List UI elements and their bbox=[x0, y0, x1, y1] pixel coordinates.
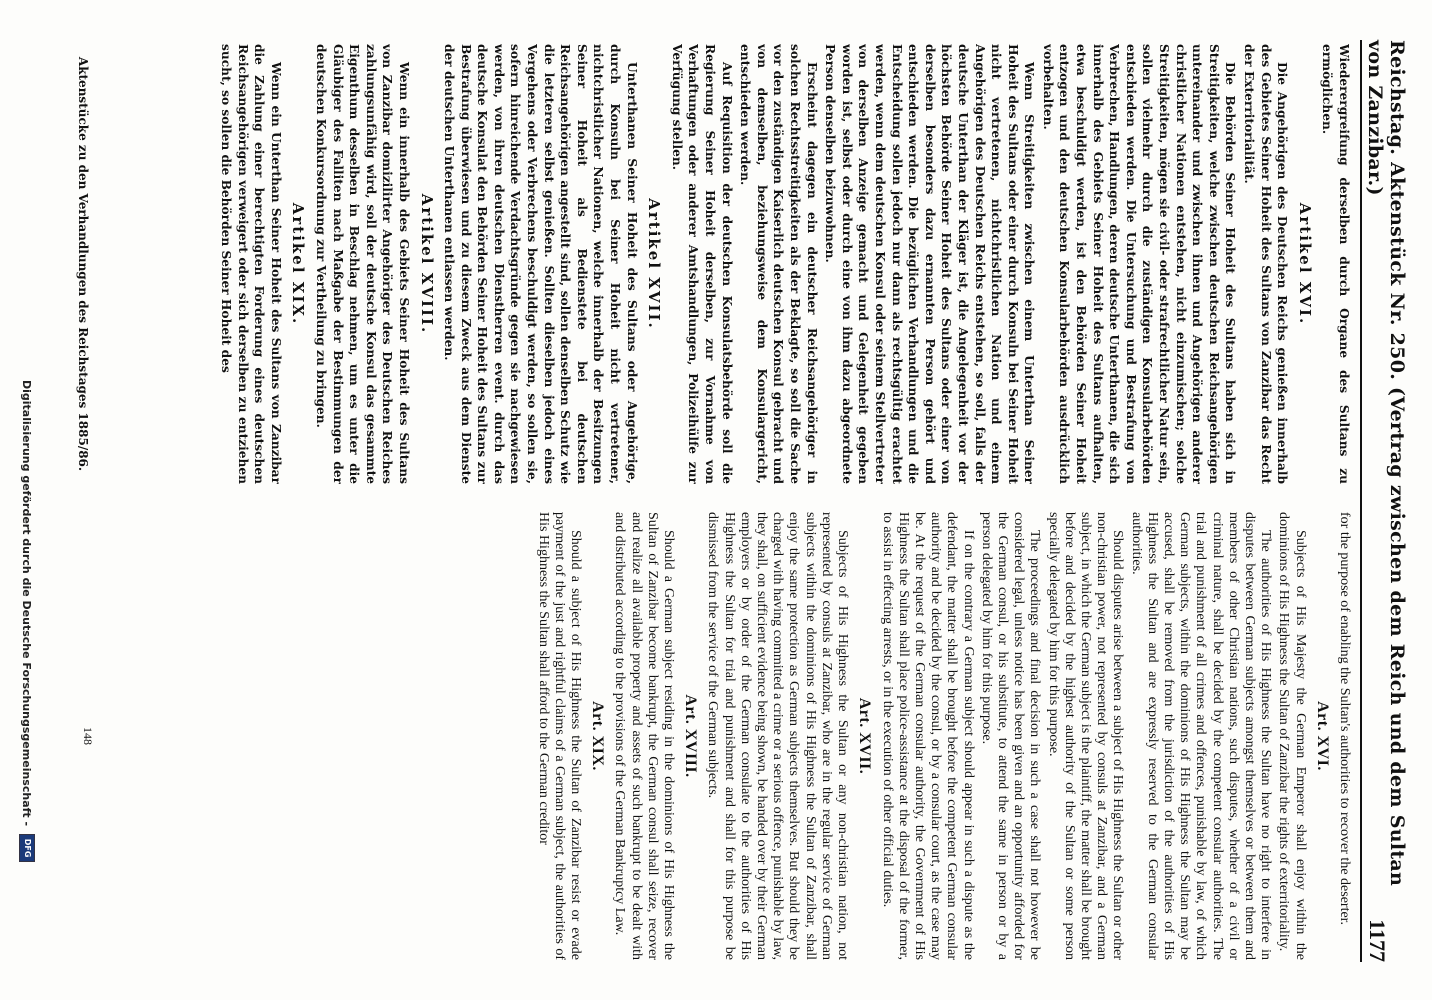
digitization-stamp bbox=[16, 380, 38, 1000]
english-art16-p4: The proceedings and final decision in such a case shall not however be considered legal, unless notice has been given and an opportunity afforded for the German consul, or his substitute, to attend the same in person or by a person delegated by him for this purpose. bbox=[978, 512, 1043, 960]
english-art19-heading: Art. XIX. bbox=[589, 701, 607, 771]
english-art18-p1: Should a German subject residing in the dominions of His Highness the Sultan of Zanzibar become bankrupt, the German consul shall seize, recover and realize all available property and assets of such bankrupt to be dealt with and distributed according to the provisions of the German Bankruptcy Law. bbox=[612, 512, 677, 960]
german-column bbox=[90, 44, 1352, 484]
english-art17-heading: Art. XVII. bbox=[856, 697, 874, 775]
page-number: 1177 bbox=[1365, 919, 1390, 962]
page-header bbox=[1360, 40, 1408, 962]
dfg-logo-icon: DFG bbox=[19, 834, 35, 862]
german-footer: Aktenstücke zu den Verhandlungen des Reichstages 1885/86. bbox=[76, 56, 90, 472]
header-title: Reichstag. Aktenstück Nr. 250. (Vertrag zwischen dem Reich und dem Sultan von Zanzibar.) bbox=[1364, 40, 1408, 887]
english-intro: for the purpose of enabling the Sultan's authorities to recover the deserter. bbox=[1337, 512, 1352, 926]
english-column bbox=[90, 512, 1352, 960]
stamp-text: Digitalisierung gefördert durch die Deutsche Forschungsgemeinschaft - bbox=[20, 380, 34, 827]
german-art16-p2: Die Behörden Seiner Hoheit des Sultans haben sich in Streitigkeiten, welche zwischen deutschen Reichsangehörigen untereinander und zwischen ihnen und Angehörigen anderer christlicher Nationen entstehen, nicht einzumischen; solche Streitigkeiten, mögen sie civil- oder strafrechtlicher Natur sein, sollen vielmehr durch die zuständigen Konsularbehörden entschieden werden. Die Untersuchung und Bestrafung von Verbrechen, Handlungen, deren deutsche Unterthanen, die sich innerhalb des Gebiets Seiner Hoheit des Sultans aufhalten, etwa beschuldigt werden, ist den Behörden Seiner Hoheit entzogen und den deutschen Konsularbehörden ausdrücklich vorbehalten. bbox=[1040, 44, 1238, 484]
english-art19-p1: Should a subject of His Highness the Sultan of Zanzibar resist or evade payment of the just and rightful claims of a German subject, the authorities of His Highness the Sultan shall afford to the German creditor bbox=[535, 512, 584, 960]
german-art16-p3: Wenn Streitigkeiten zwischen einem Unterthan Seiner Hoheit des Sultans oder einer durch Konsuln bei Seiner Hoheit nicht vertretenen, nichtchristlichen Nation und einem Angehörigen des Deutschen Reichs entstehen, so soll, falls der deutsche Unterthan der Kläger ist, die Angelegenheit vor der höchsten Behörde Seiner Hoheit des Sultans oder einer von derselben besonders dazu ernannten Person gehört und entschieden werden. Die bezüglichen Verhandlungen und die Entscheidung sollen jedoch nur dann als rechtsgültig erachtet werden, wenn dem deutschen Konsul oder seinem Stellvertreter von derselben Anzeige gemacht und Gelegenheit gegeben worden ist, selbst oder durch eine von ihm dazu abgeordnete Person denselben beizuwohnen. bbox=[823, 44, 1037, 484]
german-art18-p1: Wenn ein innerhalb des Gebiets Seiner Hoheit des Sultans von Zanzibar domizilirter Angehöriger des Deutschen Reiches zahlungsunfähig wird, soll der deutsche Konsul das gesammte Eigenthum desselben in Beschlag nehmen, um es unter die Gläubiger des Falliten nach Maßgabe der Bestimmungen der deutschen Konkursordnung zur Vertheilung zu bringen. bbox=[313, 44, 411, 484]
english-art18-heading: Art. XVIII. bbox=[682, 694, 700, 778]
english-art16-p2: The authorities of His Highness the Sultan have no right to interfere in disputes between German subjects amongst themselves or between them and members of other Christian nations, such disputes, whether of a civil or criminal nature, shall be decided by the competent consular authorities. The trial and punishment of all crimes and offences, punishable by law, of which German subjects, within the dominions of His Highness the Sultan may be accused, shall be removed from the jurisdiction of the authorities of His Highness the Sultan and are expressly reserved to the German consular authorities. bbox=[1128, 512, 1274, 960]
german-art17-heading: Artikel XVII. bbox=[645, 198, 664, 330]
german-art19-p1: Wenn ein Unterthan Seiner Hoheit des Sultans von Zanzibar die Zahlung einer berechtigten Forderung eines deutschen Reichsangehörigen verweigert oder sich derselben zu entziehen sucht, so sollen die Behörden Seiner Hoheit des bbox=[219, 44, 283, 484]
english-footer: 148 bbox=[81, 727, 95, 745]
german-art18-heading: Artikel XVIII. bbox=[417, 193, 436, 335]
german-art16-p4: Erscheint dagegen ein deutscher Reichsangehöriger in solchen Rechtsstreitigkeiten als der Beklagte, so soll die Sache vor den zuständigen Kaiserlich deutschen Konsul gebracht und von demselben, beziehungsweise dem Konsulargericht, entschieden werden. bbox=[738, 44, 819, 484]
german-art16-p1: Die Angehörigen des Deutschen Reichs genießen innerhalb des Gebietes Seiner Hoheit des Sultans von Zanzibar das Recht der Exterritorialität. bbox=[1242, 44, 1290, 484]
english-art16-p3: Should disputes arise between a subject of His Highness the Sultan or other non-christian power, not represented by consuls at Zanzibar, and a German subject, in which the German subject is the plaintiff, the matter shall be brought before and decided by the highest authority of the Sultan or some person specially delegated by him for this purpose. bbox=[1045, 512, 1126, 960]
english-art16-heading: Art. XVI. bbox=[1313, 701, 1331, 771]
german-art16-p5: Auf Requisition der deutschen Konsulatsbehörde soll die Regierung Seiner Hoheit derselben, zur Vornahme von Verhaftungen oder anderer Amtshandlungen, Polizeihülfe zur Verfügung stellen. bbox=[669, 44, 734, 484]
german-art16-heading: Artikel XVI. bbox=[1295, 202, 1314, 326]
german-art19-heading: Artikel XIX. bbox=[289, 202, 308, 326]
english-art16-p1: Subjects of His Majesty the German Emperor shall enjoy within the dominions of His Highness the Sultan of Zanzibar the rights of exterritoriality. bbox=[1276, 512, 1308, 960]
german-art17-p1: Unterthanen Seiner Hoheit des Sultans oder Angehörige, durch Konsuln bei Seiner Hoheit nicht vertretener, nichtchristlicher Nationen, welche innerhalb der Besitzungen Seiner Hoheit als Bedienstete bei deutschen Reichsangehörigen angestellt sind, sollen denselben Schutz wie die letzteren selbst genießen. Sollten dieselben jedoch eines Vergehens oder Verbrechens beschuldigt werden, so sollen sie, sofern hinreichende Verdachtsgründe gegen sie nachgewiesen werden, von ihren deutschen Dienstherren event. durch das deutsche Konsulat den Behörden Seiner Hoheit des Sultans zur Bestrafung überwiesen und zu diesem Zweck aus dem Dienste der deutschen Unterthanen entlassen werden. bbox=[442, 44, 639, 484]
english-art17-p1: Subjects of His Highness the Sultan or any non-christian nation, not represented by consuls at Zanzibar, who are in the regular service of German subjects within the dominions of His Highness the Sultan of Zanzibar, shall enjoy the same protection as German subjects themselves. But should they be charged with having committed a crime or a serious offence, punishable by law, they shall, on sufficient evidence being shown, be handed over by their German employers or by order of the German consulate to the authorities of His Highness the Sultan for trial and punishment and shall for this purpose be dismissed from the service of the German subjects. bbox=[705, 512, 851, 960]
german-intro: Wiederergreifung derselben durch Organe des Sultans zu ermöglichen. bbox=[1320, 44, 1351, 484]
english-art16-p5: If on the contrary a German subject should appear in such a dispute as the defendant, the matter shall be brought before the competent German consular authority and be decided by the consul, or by a consular court, as the case may be. At the request of the German consular authority, the Government of His Highness the Sultan shall place police-assistance at the disposal of the former, to assist in effecting arrests, or in the execution of other official duties. bbox=[879, 512, 976, 960]
